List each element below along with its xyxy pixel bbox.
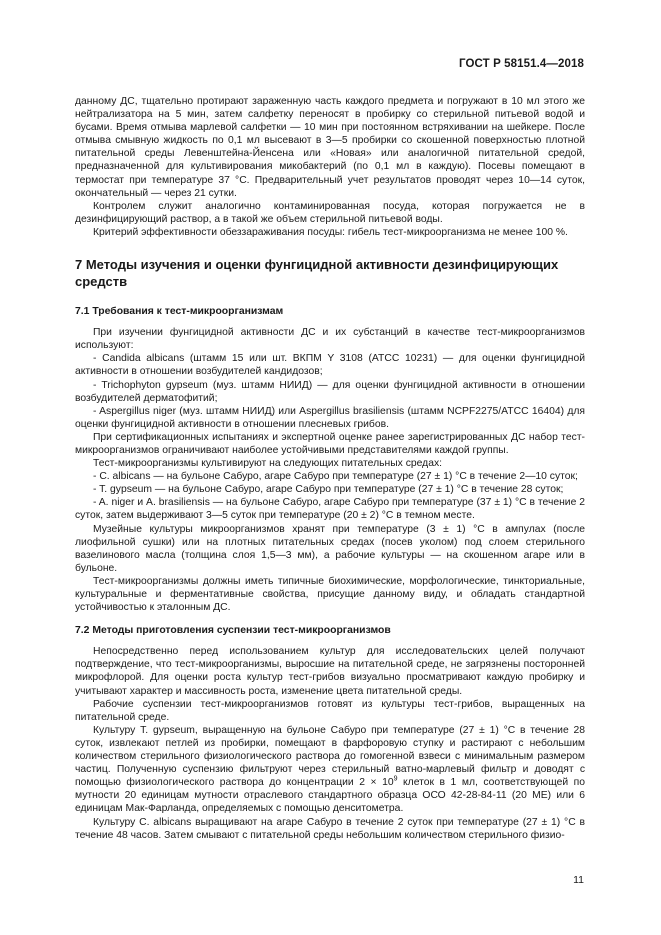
standard-code-header: ГОСТ Р 58151.4—2018 [459, 58, 584, 70]
list-item: - A. niger и A. brasiliensis — на бульоне Сабуро, агаре Сабуро при температуре (37 ± 1) °C в течение 2 суток, затем выдерживают 3—5 суток при температуре (20 ± 2) °C в темном месте. [75, 497, 585, 522]
paragraph: Критерий эффективности обеззараживания посуды: гибель тест-микроорганизма не менее 100 %. [93, 226, 568, 238]
paragraph: При сертификационных испытаниях и экспертной оценке ранее зарегистрированных ДС набор тест-микроорганизмов ограничивают наиболее устойчивыми представителями каждой группы. [75, 431, 585, 456]
document-body [75, 95, 585, 842]
exponent: 9 [393, 775, 398, 783]
paragraph: Рабочие суспензии тест-микроорганизмов готовят из культуры тест-грибов, выращенных на питательной среде. [75, 698, 585, 723]
subsection-7-1-heading: 7.1 Требования к тест-микроорганизмам [75, 306, 284, 318]
list-item: - T. gypseum — на бульоне Сабуро, агаре Сабуро при температуре (27 ± 1) °C в течение 28 суток; [93, 484, 564, 496]
paragraph-text-part: Культуру T. gypseum, выращенную на бульоне Сабуро при температуре (27 ± 1) °C в течение 28 суток, извлекают петлей из пробирки, помещают в фарфоровую ступку и растирают с небольшим количеством стерильного физиологического раствора до гомогенной взвеси с минимальным размером частиц. Полученную суспензию фильтруют через стерильный ватно-марлевый фильтр и доводят с помощью физиологического раствора до концентрации 2 × 10 [75, 724, 585, 789]
list-item: - Candida albicans (штамм 15 или шт. ВКПМ Y 3108 (ATCC 10231) — для оценки фунгицидной активности в отношении возбудителей кандидозов; [75, 353, 585, 378]
list-item: - Trichophyton gypseum (муз. штамм НИИД) — для оценки фунгицидной активности в отношении возбудителей дерматофитий; [75, 379, 585, 404]
paragraph: При изучении фунгицидной активности ДС и их субстанций в качестве тест-микроорганизмов используют: [75, 327, 585, 352]
paragraph: данному ДС, тщательно протирают зараженную часть каждого предмета и погружают в 10 мл этого же нейтрализатора на 5 мин, затем салфетку переносят в пробирку со стерильной питьевой водой и бусами. Время отмыва марлевой салфетки — 10 мин при постоянном встряхивании на шейкере. После отмыва смывную жидкость по 0,1 мл высевают в 3—5 пробирки со скошенной поверхностью плотной питательной среды Левенштейна-Йенсена или «Новая» или аналогичной питательной средой, предназначенной для культивирования микобактерий (по 0,1 мл в каждую). Посевы помещают в термостат при температуре 37 °C. Предварительный учет результатов проводят через 10—14 суток, окончательный — через 21 сутки. [75, 96, 585, 199]
paragraph: Тест-микроорганизмы культивируют на следующих питательных средах: [93, 458, 442, 470]
paragraph: Контролем служит аналогично контаминированная посуда, которая погружается не в дезинфицирующий раствор, а в такой же объем стерильной питьевой воды. [75, 200, 585, 225]
section-7-heading: 7 Методы изучения и оценки фунгицидной активности дезинфицирующих средств [75, 257, 559, 289]
list-item: - Aspergillus niger (муз. штамм НИИД) или Aspergillus brasiliensis (штамм NCPF2275/ATCC 16404) для оценки фунгицидной активности в отношении плесневых грибов. [75, 405, 585, 430]
paragraph: Тест-микроорганизмы должны иметь типичные биохимические, морфологические, тинкториальные, культуральные и ферментативные свойства, присущие данному виду, и обладать стандартной устойчивостью к эталонным ДС. [75, 575, 585, 614]
page-number: 11 [573, 874, 584, 886]
list-item: - C. albicans — на бульоне Сабуро, агаре Сабуро при температуре (27 ± 1) °C в течение 2—10 суток; [93, 471, 578, 483]
subsection-7-2-heading: 7.2 Методы приготовления суспензии тест-микроорганизмов [75, 625, 391, 637]
paragraph-text-part: клеток в 1 мл, соответствующей по мутности 20 единицам мутности отраслевого стандартного образца ОСО 42-28-84-11 (20 МЕ) или 6 единицам Мак-Фарланда, определяемых с помощью денситометра. [75, 777, 585, 815]
paragraph: Культуру C. albicans выращивают на агаре Сабуро в течение 2 суток при температуре (27 ± 1) °C в течение 48 часов. Затем смывают с питательной среды небольшим количеством стерильного физио- [75, 816, 585, 841]
paragraph: Непосредственно перед использованием культур для исследовательских целей получают подтверждение, что тест-микроорганизмы, выросшие на питательной среде, не загрязнены посторонней микрофлорой. Для оценки роста культур тест-грибов визуально просматривают каждую пробирку и учитывают характер и массивность роста, изменение цвета питательной среды. [75, 646, 585, 697]
paragraph: Музейные культуры микроорганизмов хранят при температуре (3 ± 1) °C в ампулах (после лиофильной сушки) или на плотных питательных средах (посев уколом) под слоем стерильного вазелинового масла (толщина слоя 1,5—3 мм), а рабочие культуры — на скошенном агаре или в бульоне. [75, 523, 585, 574]
paragraph [75, 724, 585, 816]
